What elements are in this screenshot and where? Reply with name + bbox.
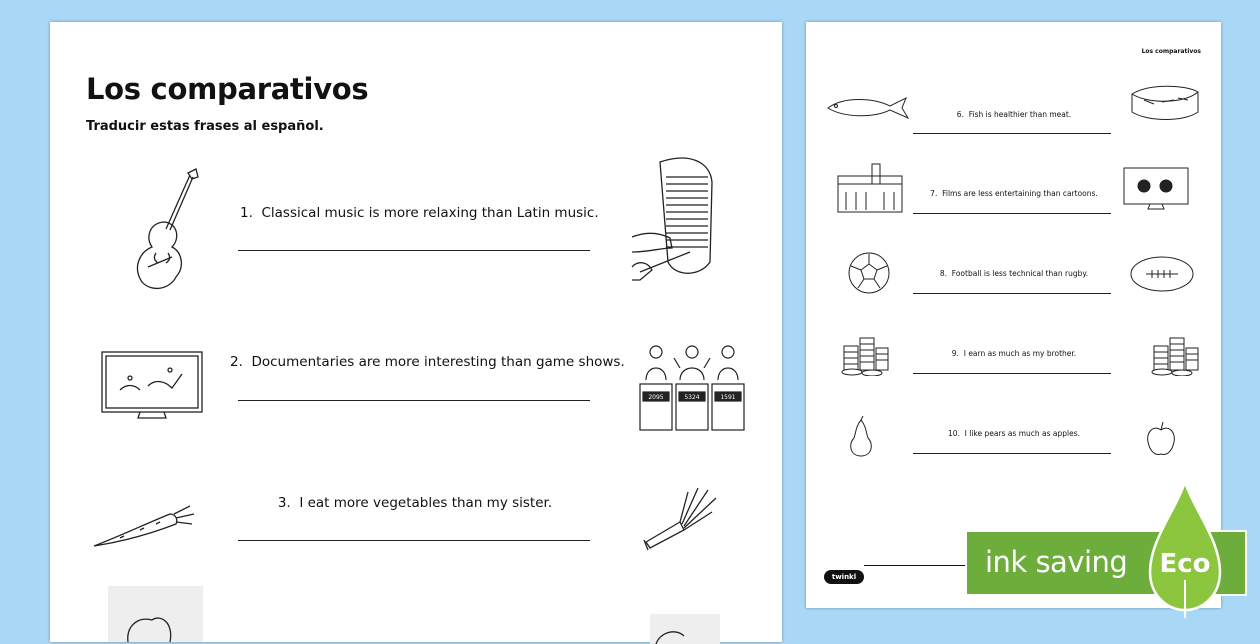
question-6 xyxy=(914,110,1114,119)
answer-line[interactable] xyxy=(913,133,1111,134)
worksheet-page-1 xyxy=(50,22,782,642)
page-header: Los comparativos xyxy=(1141,48,1201,55)
score-2: 5324 xyxy=(684,394,700,401)
pear-image xyxy=(846,414,876,458)
answer-line[interactable] xyxy=(913,453,1111,454)
eco-drop-icon xyxy=(1138,480,1238,620)
question-number: 2. xyxy=(230,354,243,370)
fish-image xyxy=(824,94,909,122)
question-8 xyxy=(914,269,1114,278)
football-image xyxy=(846,250,892,296)
leek-image xyxy=(642,482,722,552)
question-3 xyxy=(240,495,590,511)
question-number: 8. xyxy=(939,269,948,278)
question-1 xyxy=(240,205,599,221)
guiro-image xyxy=(630,152,730,287)
question-text: I like pears as much as apples. xyxy=(964,429,1081,438)
answer-line[interactable] xyxy=(238,540,590,541)
question-number: 7. xyxy=(930,189,938,198)
question-7 xyxy=(914,189,1114,198)
question-text: Documentaries are more interesting than game shows. xyxy=(251,354,625,370)
cinema-image xyxy=(836,162,904,214)
partial-image-right xyxy=(650,614,720,644)
question-number: 9. xyxy=(951,349,959,358)
coins-image xyxy=(840,330,892,376)
question-text: I earn as much as my brother. xyxy=(963,349,1077,358)
question-2 xyxy=(230,354,625,370)
game-show-image xyxy=(638,340,750,432)
twinkl-logo: twinkl xyxy=(824,570,864,584)
page-title: Los comparativos xyxy=(86,72,369,106)
score-3: 1591 xyxy=(720,394,736,401)
meat-image xyxy=(1128,82,1203,124)
coins-image xyxy=(1150,330,1202,376)
ink-saving-label: ink saving xyxy=(985,545,1128,579)
question-number: 3. xyxy=(277,495,291,511)
violin-image xyxy=(110,167,205,297)
question-number: 6. xyxy=(956,110,964,119)
question-number: 10. xyxy=(947,429,960,438)
question-text: Football is less technical than rugby. xyxy=(951,269,1089,278)
partial-image-left xyxy=(108,586,203,642)
instructions: Traducir estas frases al español. xyxy=(86,119,324,134)
question-10 xyxy=(914,429,1114,438)
apple-image xyxy=(1144,420,1178,458)
rugby-ball-image xyxy=(1128,254,1196,294)
answer-line[interactable] xyxy=(913,373,1111,374)
question-text: Films are less entertaining than cartoons. xyxy=(942,189,1098,198)
answer-line[interactable] xyxy=(238,250,590,251)
cartoon-tv-image xyxy=(1122,166,1190,212)
footer-line xyxy=(864,565,974,566)
eco-badge: Eco xyxy=(1159,549,1211,579)
carrot-image xyxy=(90,500,195,550)
answer-line[interactable] xyxy=(913,213,1111,214)
answer-line[interactable] xyxy=(238,400,590,401)
question-9 xyxy=(914,349,1114,358)
question-text: Fish is healthier than meat. xyxy=(968,110,1072,119)
question-text: Classical music is more relaxing than Latin music. xyxy=(261,205,599,221)
question-number: 1. xyxy=(240,205,253,221)
answer-line[interactable] xyxy=(913,293,1111,294)
score-1: 2095 xyxy=(648,394,664,401)
tv-documentary-image xyxy=(100,350,205,425)
question-text: I eat more vegetables than my sister. xyxy=(299,495,553,511)
